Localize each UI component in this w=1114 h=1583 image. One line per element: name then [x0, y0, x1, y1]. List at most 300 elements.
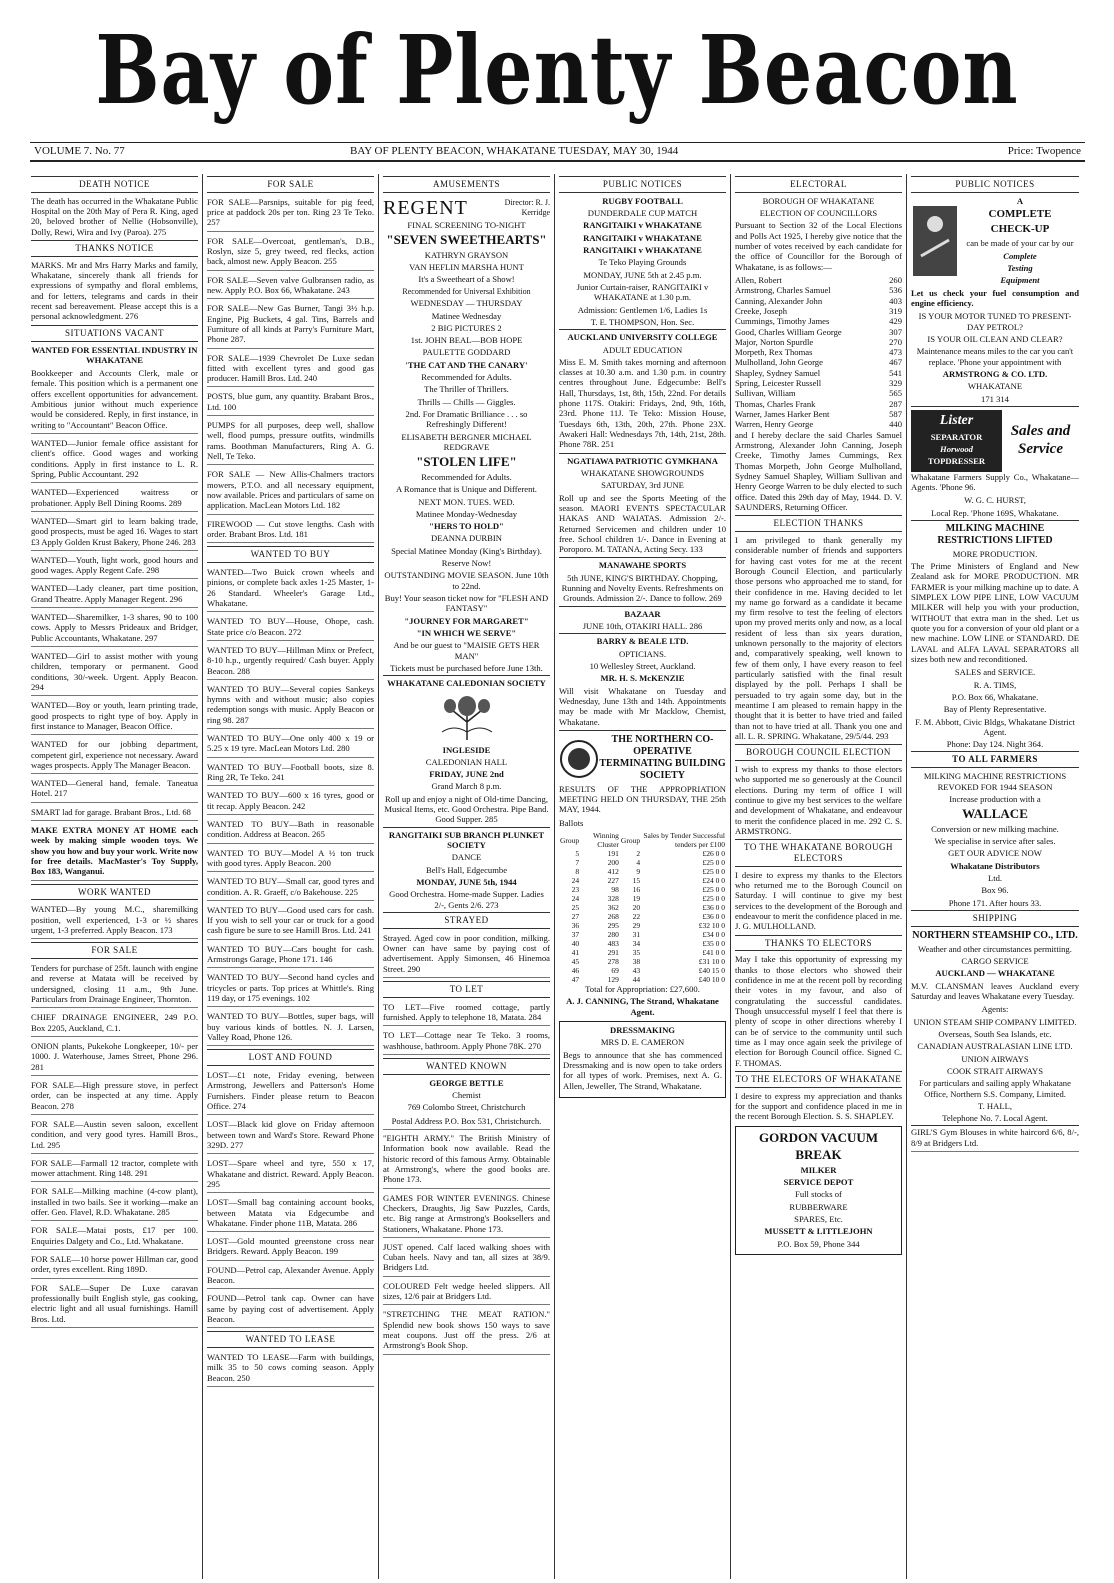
table-cell: 25	[571, 903, 580, 913]
shipping-line: NORTHERN STEAMSHIP CO., LTD.	[912, 929, 1078, 941]
classified-ad: COLOURED Felt wedge heeled slippers. All sizes, 12/6 pair at Bridgers Ltd.	[383, 1280, 550, 1306]
classified-ad: FIREWOOD — Cut stove lengths. Cash with order. Brabant Bros. Ltd. 181	[207, 518, 374, 544]
wanted-known-heading: WANTED KNOWN	[383, 1058, 550, 1075]
bazaar-text: JUNE 10th, OTAKIRI HALL. 286	[582, 621, 703, 632]
classified-ad: Bookkeeper and Accounts Clerk, male or female. This position which is a permanent one offers excellent opportunities for advancement. Ambitious junior without much experience would be considered. Reply, in first instance, in writing to "Accountant" Beacon Office.	[31, 367, 198, 434]
classified-ad: WANTED TO BUY—Hillman Minx or Prefect, 8-10 h.p., urgently required/ Cash buyer. Apply Beacon. 288	[207, 644, 374, 680]
classified-ad: PUMPS for all purposes, deep well, shallow well, flood pumps, pressure outfits, windmills rams. Boothman Manufacturers, Ring A. G. Nell, Te Teko.	[207, 419, 374, 465]
borough-title: BOROUGH OF WHAKATANE	[762, 195, 875, 206]
checkup-text: Let us check your fuel consumption and engine efficiency.	[911, 287, 1079, 309]
regent-title: REGENT	[383, 196, 468, 219]
classified-ad: FOR SALE—New Gas Burner, Tangi 3½ h.p. Engine, Pig Buckets, 4 gal. Tins, Barrels and Furniture of all kinds at Parry's Furniture Mart, Phone 287.	[207, 302, 374, 348]
situations-subheading: WANTED FOR ESSENTIAL INDUSTRY IN WHAKATANE	[31, 344, 198, 365]
gymkhana-date: SATURDAY, 3rd JUNE	[601, 480, 684, 491]
shipping-line: T. HALL,	[978, 1100, 1012, 1111]
cinema-line: KATHRYN GRAYSON	[424, 249, 509, 260]
classified-ad: Tenders for purchase of 25ft. launch with engine and reverse at Matata will be received by undersigned, closing 11 a.m., 9th June. Particulars from Drainage Engineer, Thornton.	[31, 962, 198, 1008]
vote-row	[735, 275, 902, 285]
dressmaking-title: DRESSMAKING	[610, 1025, 675, 1036]
classified-ad: MAKE EXTRA MONEY AT HOME each week by making simple wooden toys. We show you how and buy your work. Write now for free details. MacMaster's Toy Supply, Box 183, Wanganui.	[31, 824, 198, 881]
vote-count: 287	[889, 398, 902, 409]
dance-line: Bell's Hall, Edgecumbe	[425, 864, 508, 875]
table-cell: 280	[607, 930, 619, 940]
table-cell: 44	[632, 975, 641, 985]
classified-ad: WANTED—Sharemilker, 1-3 shares, 90 to 100 cows. Apply to Messrs Prideaux and Bridger, Public Accountants, Whakatane. 297	[31, 611, 198, 647]
classified-ad: WANTED for our jobbing department, competent girl, experience not necessary. Award wages prospects. Apply The Manager Beacon.	[31, 738, 198, 774]
vote-row	[735, 306, 902, 316]
cinema-line: It's a Sweetheart of a Show!	[418, 274, 515, 285]
classified-ad: LOST—Black kid glove on Friday afternoon between town and Ward's Store. Reward Phone 329D. 277	[207, 1118, 374, 1154]
table-cell: £35 0 0	[702, 939, 725, 949]
table-cell: 4	[636, 858, 641, 868]
classified-ad: WANTED—Girl to assist mother with young children, temporary or permanent. Good conditions, 30/-week. Urgent. Apply Beacon. 294	[31, 650, 198, 696]
lost-and-found-heading: LOST AND FOUND	[207, 1049, 374, 1066]
gymkhana-title: NGATIAWA PATRIOTIC GYMKHANA	[559, 453, 726, 466]
vote-list	[735, 275, 902, 430]
table-row	[559, 903, 726, 912]
tims-line: R. A. TIMS,	[973, 679, 1017, 690]
lister-brand: Lister	[939, 412, 974, 428]
adult-education-text: Miss E. M. Smith takes morning and afternoon classes at 10.30 a.m. and 1.30 p.m. in country centres throughout June. Edgecumbe: Bell's Hall, Thursdays, 1st, 8th, 15th, 22nd. For details phone 117S. Otakiri: Fridays, 2nd, 9th, 16th, 23rd. Phone 11J. Te Teko: Mission House, Tuesdays 6th, 13th, 20th, 27th. Phone 23X. Awakeri Hall: Wednesdays 7th, 14th, 21st, 28th. Phone 78R. 251	[559, 356, 726, 450]
vote-count: 587	[889, 409, 902, 420]
table-row	[559, 912, 726, 921]
table-row	[559, 930, 726, 939]
cinema-line: The Thriller of Thrillers.	[424, 384, 509, 395]
cinema-line: Recommended for Adults.	[421, 372, 512, 383]
farmers-line: Ltd.	[987, 873, 1003, 884]
cinema-line: Recommended for Adults.	[421, 471, 512, 482]
appropriation-results: RESULTS OF THE APPROPRIATION MEETING HELD ON THURSDAY, THE 25th MAY, 1944.	[559, 783, 726, 815]
farmers-line: Conversion or new milking machine.	[931, 823, 1059, 834]
table-cell: 69	[611, 966, 619, 976]
dance-line: Grand March 8 p.m.	[431, 781, 502, 792]
masthead: Bay of Plenty Beacon	[95, 14, 1019, 126]
vote-row	[735, 419, 902, 429]
table-cell: £32 10 0	[698, 921, 725, 931]
gymkhana-text: Roll up and see the Sports Meeting of the season. MAORI EVENTS SPECTACULAR HAKAS AND WAIATAS. Admission 2/-. Returned Servicemen and children under 10 free. School children 1/-. Dance in Evening at Poroporo. M. TATANA, Acting Secy. 133	[559, 492, 726, 555]
shipping-heading: SHIPPING	[911, 910, 1079, 927]
table-cell: £25 0 0	[702, 867, 725, 877]
classified-ad: WANTED TO BUY—Bath in reasonable condition. Address at Beacon. 265	[207, 818, 374, 844]
wallace-brand: WALLACE	[962, 806, 1028, 822]
thanks-text: I am privileged to thank generally my considerable number of friends and supporters for having cast votes for me at the recent Borough Council Election, and particularly those persons who approached me to stand, for their confidence in me. Having decided to let my name go forward as a candidate it became my firm resolve to test the feeling of electors upon my proved merits only and now, as a local resident of less than six years duration, unknown personally to the majority of electors and, comparatively speaking, well known to few of them only, I have every reason to feel particularly satisfied with the final result displayed by the poll. Perhaps I shall be persuaded to try again some day, but in the meantime I am pleased to remain happy in the thought that it is better to have tried and failed than not to have tried at all. Thank you one and all. L. R. SPRING. Whakatane, 29/5/44. 293	[735, 534, 902, 741]
farmers-heading: TO ALL FARMERS	[911, 751, 1079, 768]
classified-ad: LOST—Small bag containing account books, between Matata via Edgecumbe and Whakatane. Finder phone 11B, Matata. 286	[207, 1196, 374, 1232]
table-cell: 34	[632, 939, 641, 949]
table-header: Group	[620, 835, 641, 845]
public-notices-heading: PUBLIC NOTICES	[559, 176, 726, 193]
shipping-line: CARGO SERVICE	[961, 956, 1029, 967]
table-cell: 16	[632, 885, 641, 895]
public-notices-heading: PUBLIC NOTICES	[911, 176, 1079, 193]
table-cell: 27	[571, 912, 580, 922]
table-cell: £40 10 0	[698, 975, 725, 985]
table-cell: 191	[607, 849, 619, 859]
classified-ad: WANTED—Youth, light work, good hours and good wages. Apply Regent Cafe. 298	[31, 554, 198, 580]
vote-row	[735, 337, 902, 347]
armstrong-numbers: 171 314	[981, 393, 1009, 404]
candidate-name: Cummings, Timothy James	[735, 316, 830, 327]
rugby-title: RUGBY FOOTBALL	[602, 195, 683, 206]
cinema-line: NEXT MON. TUES. WED.	[418, 496, 515, 507]
classified-ad: CHIEF DRAINAGE ENGINEER, 249 P.O. Box 2205, Auckland, C.1.	[31, 1011, 198, 1037]
rugby-line: MONDAY, JUNE 5th at 2.45 p.m.	[583, 269, 702, 280]
thanks-notice: MARKS. Mr and Mrs Harry Marks and family, Whakatane, sincerely thank all friends for expressions of sympathy and floral emblems, and for letters, telegrams and cards in their recent sad bereavement. Please accept this is a personal acknowledgment. 276	[31, 259, 198, 322]
vote-count: 270	[889, 336, 902, 347]
vote-count: 565	[889, 388, 902, 399]
building-society-title: THE NORTHERN CO-OPERATIVE TERMINATING BUILDING SOCIETY	[599, 733, 726, 781]
table-cell: 200	[607, 858, 619, 868]
classified-ad: WANTED TO BUY—Small car, good tyres and condition. A. R. Graeff, c/o Bakehouse. 225	[207, 875, 374, 901]
thanks-heading: TO THE WHAKATANE BOROUGH ELECTORS	[735, 839, 902, 867]
candidate-name: Sullivan, William	[735, 388, 796, 399]
table-header: Sales by Tender Successful tenders per £100	[643, 831, 725, 850]
classified-ad: WANTED—Experienced waitress or probationer. Apply Bell Dining Rooms. 289	[31, 486, 198, 512]
rugby-line: T. E. THOMPSON, Hon. Sec.	[590, 316, 695, 327]
farmers-line: Increase production with a	[949, 793, 1041, 804]
table-cell: £25 0 0	[702, 885, 725, 895]
table-cell: £34 0 0	[702, 930, 725, 940]
classified-ad: WANTED TO BUY—Second hand cycles and tricycles or parts. Top prices at Whittle's. Ring 119 day, or 175 evenings. 102	[207, 971, 374, 1007]
classified-ad: FOR SALE—Milking machine (4-cow plant), installed in two bails. See it working—make an offer. Geo. Flavel, R.D. Whakatane. 285	[31, 1185, 198, 1221]
candidate-name: Good, Charles William George	[735, 326, 842, 337]
for-sale-heading: FOR SALE	[207, 176, 374, 193]
farmers-line: MILKING MACHINE RESTRICTIONS REVOKED FOR 1944 SEASON	[923, 771, 1067, 792]
candidate-name: Shapley, Sydney Samuel	[735, 367, 821, 378]
farmers-line: We specialise in service after sales.	[934, 836, 1056, 847]
column-5	[731, 174, 907, 1579]
classified-ad: FOR SALE — New Allis-Chalmers tractors mowers, P.T.O. and all necessary equipment, now available. Prices and particulars of same on application. MacLean Motors Ltd. 182	[207, 468, 374, 514]
mussett-address: P.O. Box 59, Phone 344	[777, 1238, 860, 1249]
classified-ad: WANTED TO BUY—Several copies Sankeys hymns with and without music; also copies redemption songs with music. Apply Beacon or ring 98. 287	[207, 683, 374, 729]
table-row	[559, 957, 726, 966]
ballots-label: Ballots	[559, 817, 584, 828]
lister-logo	[911, 410, 1002, 472]
thanks-text: I desire to express my appreciation and thanks for the support and confidence placed in me in the recent Borough Election. S. S. SHAPLEY.	[735, 1090, 902, 1122]
cinema-line: 1st. JOHN BEAL—BOB HOPE	[410, 335, 523, 346]
tims-line: Phone: Day 124. Night 364.	[946, 739, 1044, 750]
thanks-heading: THANKS TO ELECTORS	[735, 935, 902, 952]
table-cell: £26 0 0	[702, 849, 725, 859]
gordon-line: BREAK	[795, 1147, 842, 1163]
classified-ad: "STRETCHING THE MEAT RATION." Splendid new book shows 150 ways to save meat coupons. Just off the press. 2/6 at Armstrong's Book Shop.	[383, 1308, 550, 1354]
dance-date: FRIDAY, JUNE 2nd	[429, 769, 504, 780]
rugby-line: RANGITAIKI v WHAKATANE	[583, 220, 702, 231]
rugby-line: Admission: Gentlemen 1/6, Ladies 1s	[577, 304, 708, 315]
candidate-name: Warner, James Harker Bent	[735, 409, 830, 420]
dance-line: CALEDONIAN HALL	[425, 756, 508, 767]
classified-ad: FOR SALE—Farmall 12 tractor, complete with mower attachment. Ring 148. 291	[31, 1157, 198, 1183]
vote-count: 536	[889, 285, 902, 296]
farmers-line: Whakatane Distributors	[950, 860, 1040, 871]
vote-row	[735, 327, 902, 337]
classified-ad: WANTED TO BUY—600 x 16 tyres, good or tit recap. Apply Beacon. 242	[207, 789, 374, 815]
lister-line: SEPARATOR	[930, 431, 983, 442]
dance-line: DANCE	[451, 852, 482, 863]
classified-ad: POSTS, blue gum, any quantity. Brabant Bros., Ltd. 100	[207, 390, 374, 416]
dressmaking-ad	[559, 1021, 726, 1098]
classified-ad: FOR SALE—High pressure stove, in perfect order, can be inspected at any time. Apply Beacon. 278	[31, 1079, 198, 1115]
film-title: "IN WHICH WE SERVE"	[416, 627, 517, 638]
lister-text: Whakatane Farmers Supply Co., Whakatane—Agents. 'Phone 96.	[911, 471, 1079, 492]
tims-line: F. M. Abbott, Civic Bldgs, Whakatane District Agent.	[915, 716, 1075, 737]
vote-row	[735, 399, 902, 409]
vote-row	[735, 378, 902, 388]
farmers-line: Phone 171. After hours 33.	[948, 897, 1042, 908]
cinema-line: VAN HEFLIN MARSHA HUNT	[409, 262, 524, 273]
classified-ad: LOST—£1 note, Friday evening, between Armstrong, Jewellers and Patterson's Home Furnishers. Finder please return to Beacon Office. 274	[207, 1069, 374, 1115]
chemist-line: Postal Address P.O. Box 531, Christchurch.	[383, 1115, 550, 1130]
table-cell: 328	[607, 894, 619, 904]
classified-ad: WANTED—By young M.C., sharemilking position, well experienced, 1-3 or ½ shares urgent, 1-3 preferred. Apply Beacon. 173	[31, 903, 198, 939]
armstrong-town: WHAKATANE	[967, 381, 1023, 392]
cinema-line: Buy! Your season ticket now for "FLESH AND FANTASY"	[384, 593, 549, 614]
thanks-text: I wish to express my thanks to those electors who supported me so generously at the Council elections. During my term of office I will continue to give my best services to the welfare and development of Whakatane, and endeavour to merit the confidence placed in me. 292 C. S. ARMSTRONG.	[735, 764, 902, 836]
cinema-line: Thrills — Chills — Giggles.	[417, 396, 516, 407]
classified-ad: TO LET—Five roomed cottage, partly furnished. Apply to telephone 18, Matata. 284	[383, 1001, 550, 1027]
barry-line: Will visit Whakatane on Tuesday and Wednesday, June 13th and 14th. Appointments may be made with Mr Macklow, Chemist, Whakatane.	[559, 685, 726, 727]
milking-sales: SALES and SERVICE.	[954, 667, 1036, 678]
dance-line: Good Orchestra. Home-made Supper. Ladies 2/-, Gents 2/6. 273	[389, 889, 544, 910]
cinema-line: Special Matinee Monday (King's Birthday).	[391, 545, 542, 556]
film-title: "SEVEN SWEETHEARTS"	[386, 232, 547, 248]
cinema-line: A Romance that is Unique and Different.	[396, 484, 537, 495]
thanks-heading: BOROUGH COUNCIL ELECTION	[735, 744, 902, 761]
gordon-line: Full stocks of	[795, 1189, 842, 1200]
hurst-rep: Local Rep. 'Phone 169S, Whakatane.	[931, 507, 1059, 518]
checkup-ad	[911, 196, 1079, 288]
classified-ad: WANTED TO BUY—Good used cars for cash. If you wish to sell your car or truck for a good cash figure be sure to see Hamill Bros. Ltd. 241	[207, 904, 374, 940]
classified-ad: FOR SALE—Seven valve Gulbransen radio, as new. Apply P.O. Box 66, Whakatane. 243	[207, 274, 374, 300]
shipping-line: Agents:	[981, 1004, 1009, 1015]
vote-count: 473	[889, 347, 902, 358]
classified-ad: WANTED—Lady cleaner, part time position, Grand Theatre. Apply Manager Regent. 296	[31, 582, 198, 608]
vote-count: 319	[889, 305, 902, 316]
cinema-line: WEDNESDAY — THURSDAY	[410, 298, 523, 309]
table-cell: 15	[632, 876, 641, 886]
cinema-line: Matinee Monday-Wednesday	[415, 508, 518, 519]
classified-ad: WANTED TO BUY—Cars bought for cash. Armstrongs Garage, Phone 171. 146	[207, 943, 374, 969]
classified-ad: LOST—Gold mounted greenstone cross near Bridgers. Reward. Apply Beacon. 199	[207, 1235, 374, 1261]
table-cell: 22	[632, 912, 641, 922]
vote-count: 403	[889, 295, 902, 306]
gordon-line: SERVICE DEPOT	[783, 1177, 854, 1188]
candidate-name: Spring, Leicester Russell	[735, 378, 822, 389]
table-cell: 8	[575, 867, 580, 877]
classified-ad: WANTED TO BUY—One only 400 x 19 or 5.25 x 19 tyre. MacLean Motors Ltd. 280	[207, 732, 374, 758]
barry-beale-title: BARRY & BEALE LTD.	[559, 633, 726, 646]
hurst-name: W. G. C. HURST,	[964, 495, 1026, 506]
vote-row	[735, 285, 902, 295]
table-cell: 23	[571, 885, 580, 895]
table-cell: £25 0 0	[702, 858, 725, 868]
cinema-line: DEANNA DURBIN	[431, 533, 502, 544]
table-cell: 2	[636, 849, 641, 859]
table-cell: £40 15 0	[698, 966, 725, 976]
cinema-line: ELISABETH BERGNER MICHAEL REDGRAVE	[401, 431, 532, 452]
farmers-line: Box 96.	[981, 885, 1009, 896]
sales-and-service: Sales and Service	[1010, 422, 1071, 457]
table-cell: 5	[575, 849, 580, 859]
cinema-line: 2nd. For Dramatic Brilliance . . . so Refreshingly Different!	[405, 409, 528, 430]
table-row	[559, 939, 726, 948]
dressmaker-name: MRS D. E. CAMERON	[600, 1037, 685, 1048]
shipping-line: For particulars and sailing apply Whakatane Office, Northern S.S. Company, Limited.	[919, 1078, 1071, 1099]
film-title: 'THE CAT AND THE CANARY'	[405, 359, 528, 370]
rugby-line: RANGITAIKI v WHAKATANE	[583, 245, 702, 256]
classified-ad: FOUND—Petrol tank cap. Owner can have same by paying cost of advertisement. Apply Beacon.	[207, 1292, 374, 1328]
column-3	[379, 174, 555, 1579]
barry-line: OPTICIANS.	[618, 648, 667, 659]
classified-ad: WANTED—Two Buick crown wheels and pinions, or complete back axles 1-25 Master, 1-26 Standard. Wheeler's Garage Ltd., Whakatane.	[207, 566, 374, 612]
classified-ad: WANTED—Junior female office assistant for client's office. Good wages and working conditions. Apply in first instance to L. R. Spring, Public Accountant. 292	[31, 437, 198, 483]
candidate-name: Morpeth, Rex Thomas	[735, 347, 813, 358]
candidate-name: Mulholland, John George	[735, 357, 823, 368]
electoral-heading: ELECTORAL	[735, 176, 902, 193]
table-row	[559, 876, 726, 885]
classified-ad: ONION plants, Pukekohe Longkeeper, 10/- per 1000. J. Waterhouse, James Street, Phone 296. 281	[31, 1040, 198, 1076]
film-title: "JOURNEY FOR MARGARET"	[404, 615, 529, 626]
classified-ad: GIRL'S Gym Blouses in white haircord 6/6, 8/-, 8/9 at Bridgers Ltd.	[911, 1125, 1079, 1152]
vote-count: 541	[889, 367, 902, 378]
cinema-line: FINAL SCREENING TO-NIGHT	[407, 219, 526, 230]
barry-line: 10 Wellesley Street, Auckland.	[589, 660, 696, 671]
cinema-line: And be our guest to "MAISIE GETS HER MAN"	[393, 640, 540, 661]
classified-ad: "EIGHTH ARMY." The British Ministry of Information book now available. Read the historic record of this famous Army. Obtainable at Armstrong's, where the good books are. Phone 173.	[383, 1132, 550, 1189]
ballot-table	[559, 831, 726, 984]
vote-row	[735, 388, 902, 398]
vote-count: 307	[889, 326, 902, 337]
checkup-tail: Maintenance means miles to the car you can't replace. 'Phone your appointment with	[916, 346, 1074, 367]
shipping-line: UNION STEAM SHIP COMPANY LIMITED.	[913, 1016, 1077, 1027]
classified-ad: WANTED—General hand, female. Taneatua Hotel. 217	[31, 777, 198, 803]
shipping-line: AUCKLAND — WHAKATANE	[935, 968, 1055, 979]
shipping-line: CANADIAN AUSTRALASIAN LINE LTD.	[917, 1041, 1073, 1052]
manawahe-title: MANAWAHE SPORTS	[559, 557, 726, 570]
classified-ad: FOR SALE—Super De Luxe caravan professionally built English style, gas cooking, electric light and all usual furnishings. Hamill Bros. Ltd.	[31, 1282, 198, 1328]
situations-vacant-heading: SITUATIONS VACANT	[31, 325, 198, 342]
table-cell: 9	[636, 867, 641, 877]
table-cell: 45	[571, 957, 580, 967]
rugby-line: Junior Curtain-raiser, RANGITAIKI v WHAKATANE at 1.30 p.m.	[576, 281, 709, 303]
vote-count: 329	[889, 378, 902, 389]
wanted-to-lease-heading: WANTED TO LEASE	[207, 1331, 374, 1348]
tims-line: P.O. Box 66, Whakatane.	[951, 691, 1039, 702]
table-cell: 483	[607, 939, 619, 949]
classified-ad: Strayed. Aged cow in poor condition, milking. Owner can have same by paying cost of advertisement. Apply Simonsen, 46 Hinemoa Street. 290	[383, 932, 550, 978]
rugby-line: DUNDERDALE CUP MATCH	[587, 208, 698, 219]
table-cell: 35	[632, 948, 641, 958]
table-cell: 227	[607, 876, 619, 886]
rugby-line: Te Teko Playing Grounds	[598, 257, 687, 268]
table-header: Winning Cluster	[592, 831, 619, 850]
manawahe-text: 5th JUNE, KING'S BIRTHDAY. Chopping, Running and Novelty Events. Refreshments on Grounds. Admission 2/-. Dance to follow. 269	[561, 572, 724, 604]
vote-row	[735, 368, 902, 378]
classified-ad: FOUND—Petrol cap, Alexander Avenue. Apply Beacon.	[207, 1264, 374, 1290]
table-cell: £41 0 0	[702, 948, 725, 958]
table-cell: 46	[571, 966, 580, 976]
rugby-line: RANGITAIKI v WHAKATANE	[583, 232, 702, 243]
table-cell: 31	[632, 930, 641, 940]
shipping-line: UNION AIRWAYS	[961, 1053, 1029, 1064]
gordon-line: MILKER	[800, 1164, 837, 1175]
vote-count: 467	[889, 357, 902, 368]
cinema-line: Tickets must be purchased before June 13th.	[390, 662, 543, 673]
checkup-line: Testing	[1007, 263, 1033, 274]
candidate-name: Creeke, Joseph	[735, 305, 788, 316]
for-sale-heading: FOR SALE	[31, 942, 198, 959]
table-row	[559, 894, 726, 903]
plunket-title: RANGITAIKI SUB BRANCH PLUNKET SOCIETY	[383, 827, 550, 851]
table-cell: 47	[571, 975, 580, 985]
table-header: Group	[560, 835, 580, 845]
classified-ad: WANTED TO BUY—Football boots, size 8. Ring 2R, Te Teko. 241	[207, 761, 374, 787]
thanks-heading: TO THE ELECTORS OF WHAKATANE	[735, 1071, 902, 1088]
dance-venue: INGLESIDE	[442, 744, 491, 755]
bazaar-title: BAZAAR	[559, 606, 726, 619]
table-cell: 29	[632, 921, 641, 931]
gymkhana-venue: WHAKATANE SHOWGROUNDS	[580, 467, 705, 478]
gordon-line: GORDON VACUUM	[758, 1129, 879, 1145]
table-cell: £36 0 0	[702, 912, 725, 922]
classified-ad: WANTED TO LEASE—Farm with buildings, milk 35 to 50 cows coming season. Apply Beacon. 250	[207, 1351, 374, 1387]
checkup-line: Equipment	[1000, 275, 1040, 286]
classified-ad: FOR SALE—1939 Chevrolet De Luxe sedan fitted with excellent tyres and good gas producer. Hamill Bros. Ltd. 240	[207, 352, 374, 388]
to-let-heading: TO LET	[383, 981, 550, 998]
checkup-line: A	[1016, 195, 1024, 206]
checkup-question: IS YOUR MOTOR TUNED TO PRESENT-DAY PETROL?	[918, 311, 1072, 332]
thanks-heading: ELECTION THANKS	[735, 515, 902, 532]
film-title: "HERS TO HOLD"	[429, 521, 504, 532]
vote-count: 429	[889, 316, 902, 327]
lister-line: TOPDRESSER	[927, 456, 986, 467]
classified-ad: FOR SALE—Parsnips, suitable for pig feed, price at paddock 20s per ton. Ring 23 Te Teko. 257	[207, 196, 374, 232]
table-cell: £24 0 0	[702, 876, 725, 886]
table-cell: 43	[632, 966, 641, 976]
classified-ad: JUST opened. Calf laced walking shoes with Cuban heels. Navy and tan, all sizes at 38/9. Bridgers Ltd.	[383, 1241, 550, 1277]
table-cell: £36 0 0	[702, 903, 725, 913]
cinema-line: 2 BIG PICTURES 2	[431, 322, 502, 333]
column-4	[555, 174, 731, 1579]
table-cell: 38	[632, 957, 641, 967]
classified-ad: WANTED—Smart girl to learn baking trade, good prospects, must be aged 16. Wages to start £3 Apply Golden Krust Bakery, Phone 246. 283	[31, 515, 198, 551]
shipping-line: Weather and other circumstances permitting.	[918, 943, 1072, 954]
classified-ad: WANTED TO BUY—House, Ohope, cash. State price c/o Beacon. 272	[207, 615, 374, 641]
classified-ad: SMART lad for garage. Brabant Bros., Ltd. 68	[31, 806, 198, 821]
table-cell: 412	[607, 867, 619, 877]
gordon-line: SPARES, Etc.	[794, 1214, 843, 1225]
shipping-line: Telephone No. 7. Local Agent.	[942, 1113, 1048, 1124]
classified-ad: FOR SALE—10 horse power Hillman car, good order, tyres excellent. Ring 189D.	[31, 1253, 198, 1279]
table-row	[559, 885, 726, 894]
adult-education: ADULT EDUCATION	[602, 344, 683, 355]
chemist-line: Chemist	[452, 1090, 481, 1101]
armstrong-name: ARMSTRONG & CO. LTD.	[942, 368, 1048, 379]
classified-ad: WANTED TO BUY—Bottles, super bags, will buy various kinds of bottles. N. J. Larsen, Valley Road, Phone 126.	[207, 1010, 374, 1046]
table-cell: 295	[607, 921, 619, 931]
shipping-line: COOK STRAIT AIRWAYS	[947, 1065, 1043, 1076]
chemist-name: GEORGE BETTLE	[429, 1077, 504, 1088]
classified-ad: FOR SALE—Austin seven saloon, excellent condition, and very good tyres. Hamill Bros., Ltd. 295	[31, 1118, 198, 1154]
candidate-name: Major, Norton Spurdle	[735, 336, 814, 347]
table-cell: 98	[611, 885, 619, 895]
table-cell: 40	[571, 939, 580, 949]
vote-row	[735, 316, 902, 326]
election-declaration: and I hereby declare the said Charles Samuel Armstrong, Alexander John Canning, Joseph Creeke, Timothy James Cummings, Rex Thomas Morpeth, John George Mulholland, Sydney Samuel Shapley, William Sullivan and Henry George Warren to be duly elected to such office. Dated this 29th day of May, 1944. D. V. SAUNDERS, Returning Officer.	[735, 429, 902, 512]
table-cell: 268	[607, 912, 619, 922]
classified-ad: WANTED TO BUY—Model A ½ ton truck with good tyres. Apply Beacon. 200	[207, 847, 374, 873]
cinema-line: Reserve Now!	[441, 558, 492, 569]
